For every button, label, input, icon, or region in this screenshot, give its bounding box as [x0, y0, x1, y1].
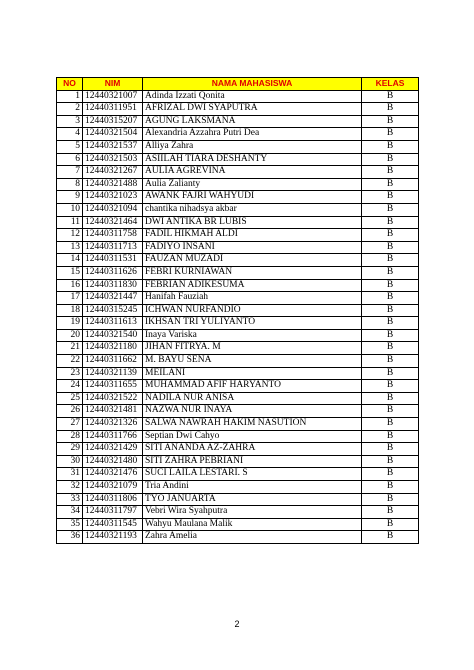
table-row — [57, 279, 419, 292]
table-row — [57, 329, 419, 342]
cell-nama: AWANK FAJRI WAHYUDI — [143, 191, 362, 204]
cell-kelas: B — [362, 229, 419, 242]
cell-kelas: B — [362, 455, 419, 468]
header-kelas: KELAS — [362, 78, 419, 91]
cell-nama: chantika nihadsya akbar — [143, 203, 362, 216]
cell-no: 28 — [57, 430, 83, 443]
cell-no: 24 — [57, 380, 83, 393]
table-row — [57, 115, 419, 128]
table-row — [57, 468, 419, 481]
cell-nim: 12440321193 — [83, 531, 143, 544]
table-row — [57, 518, 419, 531]
cell-no: 11 — [57, 216, 83, 229]
cell-kelas: B — [362, 304, 419, 317]
cell-nama: SITI ANANDA AZ-ZAHRA — [143, 443, 362, 456]
table-row — [57, 203, 419, 216]
cell-nim: 12440321079 — [83, 481, 143, 494]
table-row — [57, 367, 419, 380]
table-row — [57, 153, 419, 166]
table-row — [57, 342, 419, 355]
cell-nim: 12440315245 — [83, 304, 143, 317]
cell-nama: SITI ZAHRA PEBRIANI — [143, 455, 362, 468]
cell-nama: Adinda Izzati Qonita — [143, 90, 362, 103]
cell-kelas: B — [362, 430, 419, 443]
table-row — [57, 128, 419, 141]
table-row — [57, 304, 419, 317]
cell-nama: FEBRIAN ADIKESUMA — [143, 279, 362, 292]
table-row — [57, 443, 419, 456]
cell-nim: 12440321537 — [83, 140, 143, 153]
cell-nim: 12440321540 — [83, 329, 143, 342]
cell-nim: 12440321481 — [83, 405, 143, 418]
cell-nama: NAZWA NUR INAYA — [143, 405, 362, 418]
cell-nama: FADIYO INSANI — [143, 241, 362, 254]
table-row — [57, 531, 419, 544]
cell-nama: SALWA NAWRAH HAKIM NASUTION — [143, 418, 362, 431]
cell-kelas: B — [362, 254, 419, 267]
cell-nama: Tria Andini — [143, 481, 362, 494]
cell-kelas: B — [362, 241, 419, 254]
table-row — [57, 178, 419, 191]
cell-kelas: B — [362, 531, 419, 544]
cell-no: 19 — [57, 317, 83, 330]
cell-nama: Zahra Amelia — [143, 531, 362, 544]
cell-nama: MUHAMMAD AFIF HARYANTO — [143, 380, 362, 393]
cell-no: 29 — [57, 443, 83, 456]
header-no: NO — [57, 78, 83, 91]
cell-no: 7 — [57, 166, 83, 179]
table-row — [57, 90, 419, 103]
cell-no: 26 — [57, 405, 83, 418]
cell-nim: 12440311766 — [83, 430, 143, 443]
cell-kelas: B — [362, 342, 419, 355]
cell-no: 3 — [57, 115, 83, 128]
cell-kelas: B — [362, 317, 419, 330]
cell-no: 8 — [57, 178, 83, 191]
cell-nim: 12440321007 — [83, 90, 143, 103]
cell-no: 18 — [57, 304, 83, 317]
table-row — [57, 317, 419, 330]
cell-nim: 12440321139 — [83, 367, 143, 380]
cell-nama: IKHSAN TRI YULIYANTO — [143, 317, 362, 330]
cell-nama: FEBRI KURNIAWAN — [143, 266, 362, 279]
cell-nim: 12440311626 — [83, 266, 143, 279]
cell-nim: 12440321464 — [83, 216, 143, 229]
cell-nim: 12440315207 — [83, 115, 143, 128]
cell-nim: 12440321326 — [83, 418, 143, 431]
cell-kelas: B — [362, 90, 419, 103]
cell-no: 2 — [57, 103, 83, 116]
table-body — [57, 90, 419, 543]
cell-nim: 12440311655 — [83, 380, 143, 393]
cell-kelas: B — [362, 392, 419, 405]
cell-nim: 12440311545 — [83, 518, 143, 531]
table-row — [57, 166, 419, 179]
cell-nama: TYO JANUARTA — [143, 493, 362, 506]
table-row — [57, 241, 419, 254]
cell-nama: Septian Dwi Cahyo — [143, 430, 362, 443]
cell-no: 22 — [57, 355, 83, 368]
cell-no: 16 — [57, 279, 83, 292]
table-row — [57, 216, 419, 229]
cell-nama: AFRIZAL DWI SYAPUTRA — [143, 103, 362, 116]
cell-no: 9 — [57, 191, 83, 204]
table-row — [57, 103, 419, 116]
cell-kelas: B — [362, 166, 419, 179]
table-row — [57, 266, 419, 279]
cell-kelas: B — [362, 380, 419, 393]
page-number: 2 — [234, 619, 240, 629]
table-row — [57, 254, 419, 267]
cell-kelas: B — [362, 140, 419, 153]
cell-nim: 12440321094 — [83, 203, 143, 216]
table-row — [57, 392, 419, 405]
cell-no: 35 — [57, 518, 83, 531]
cell-nama: Alliya Zahra — [143, 140, 362, 153]
cell-kelas: B — [362, 518, 419, 531]
cell-nama: DWI ANTIKA BR LUBIS — [143, 216, 362, 229]
cell-no: 21 — [57, 342, 83, 355]
cell-kelas: B — [362, 418, 419, 431]
cell-no: 4 — [57, 128, 83, 141]
cell-no: 25 — [57, 392, 83, 405]
cell-no: 31 — [57, 468, 83, 481]
cell-nama: Vebri Wira Syahputra — [143, 506, 362, 519]
cell-nama: AULIA AGREVINA — [143, 166, 362, 179]
cell-kelas: B — [362, 279, 419, 292]
table-row — [57, 229, 419, 242]
cell-kelas: B — [362, 405, 419, 418]
cell-nim: 12440311758 — [83, 229, 143, 242]
cell-kelas: B — [362, 468, 419, 481]
cell-no: 34 — [57, 506, 83, 519]
table-row — [57, 418, 419, 431]
table-row — [57, 481, 419, 494]
cell-kelas: B — [362, 355, 419, 368]
header-row — [57, 78, 419, 91]
cell-no: 6 — [57, 153, 83, 166]
cell-nama: MEILANI — [143, 367, 362, 380]
cell-nim: 12440311797 — [83, 506, 143, 519]
cell-kelas: B — [362, 115, 419, 128]
cell-kelas: B — [362, 367, 419, 380]
cell-nama: Hanifah Fauziah — [143, 292, 362, 305]
cell-no: 36 — [57, 531, 83, 544]
cell-nim: 12440321023 — [83, 191, 143, 204]
cell-kelas: B — [362, 481, 419, 494]
cell-nama: ASIILAH TIARA DESHANTY — [143, 153, 362, 166]
cell-nama: Wahyu Maulana Malik — [143, 518, 362, 531]
cell-nim: 12440321267 — [83, 166, 143, 179]
cell-no: 5 — [57, 140, 83, 153]
cell-no: 10 — [57, 203, 83, 216]
cell-kelas: B — [362, 178, 419, 191]
cell-nim: 12440321180 — [83, 342, 143, 355]
cell-nim: 12440321429 — [83, 443, 143, 456]
cell-no: 32 — [57, 481, 83, 494]
cell-nama: M. BAYU SENA — [143, 355, 362, 368]
cell-kelas: B — [362, 292, 419, 305]
cell-kelas: B — [362, 216, 419, 229]
cell-no: 23 — [57, 367, 83, 380]
header-nim: NIM — [83, 78, 143, 91]
table-row — [57, 380, 419, 393]
cell-no: 15 — [57, 266, 83, 279]
cell-nim: 12440321447 — [83, 292, 143, 305]
cell-nim: 12440311531 — [83, 254, 143, 267]
cell-nama: Aulia Zalianty — [143, 178, 362, 191]
cell-no: 27 — [57, 418, 83, 431]
cell-nama: ICHWAN NURFANDIO — [143, 304, 362, 317]
cell-kelas: B — [362, 329, 419, 342]
cell-nim: 12440311662 — [83, 355, 143, 368]
cell-no: 13 — [57, 241, 83, 254]
cell-kelas: B — [362, 443, 419, 456]
cell-no: 33 — [57, 493, 83, 506]
cell-nama: AGUNG LAKSMANA — [143, 115, 362, 128]
table-row — [57, 292, 419, 305]
cell-kelas: B — [362, 191, 419, 204]
cell-nama: JIHAN FITRYA. M — [143, 342, 362, 355]
table-row — [57, 506, 419, 519]
cell-kelas: B — [362, 128, 419, 141]
cell-no: 30 — [57, 455, 83, 468]
cell-nim: 12440321522 — [83, 392, 143, 405]
cell-no: 14 — [57, 254, 83, 267]
cell-nama: Inaya Variska — [143, 329, 362, 342]
header-nama-mahasiswa: NAMA MAHASISWA — [143, 78, 362, 91]
cell-kelas: B — [362, 506, 419, 519]
cell-nim: 12440321488 — [83, 178, 143, 191]
cell-no: 12 — [57, 229, 83, 242]
cell-kelas: B — [362, 103, 419, 116]
cell-nim: 12440311806 — [83, 493, 143, 506]
cell-nama: Alexandria Azzahra Putri Dea — [143, 128, 362, 141]
student-table — [56, 77, 419, 544]
cell-nim: 12440311951 — [83, 103, 143, 116]
table-row — [57, 430, 419, 443]
table-row — [57, 355, 419, 368]
cell-nim: 12440311613 — [83, 317, 143, 330]
cell-nim: 12440311830 — [83, 279, 143, 292]
cell-nama: FAUZAN MUZADI — [143, 254, 362, 267]
cell-nama: NADILA NUR ANISA — [143, 392, 362, 405]
cell-no: 1 — [57, 90, 83, 103]
cell-nim: 12440321476 — [83, 468, 143, 481]
cell-kelas: B — [362, 266, 419, 279]
table-row — [57, 191, 419, 204]
table-header — [57, 78, 419, 91]
cell-nama: FADIL HIKMAH ALDI — [143, 229, 362, 242]
table-row — [57, 493, 419, 506]
cell-nim: 12440321480 — [83, 455, 143, 468]
table-row — [57, 140, 419, 153]
cell-nim: 12440311713 — [83, 241, 143, 254]
cell-nim: 12440321503 — [83, 153, 143, 166]
cell-nim: 12440321504 — [83, 128, 143, 141]
cell-no: 20 — [57, 329, 83, 342]
cell-nama: SUCI LAILA LESTARI. S — [143, 468, 362, 481]
table-row — [57, 405, 419, 418]
cell-kelas: B — [362, 493, 419, 506]
cell-kelas: B — [362, 203, 419, 216]
cell-no: 17 — [57, 292, 83, 305]
cell-kelas: B — [362, 153, 419, 166]
table-row — [57, 455, 419, 468]
